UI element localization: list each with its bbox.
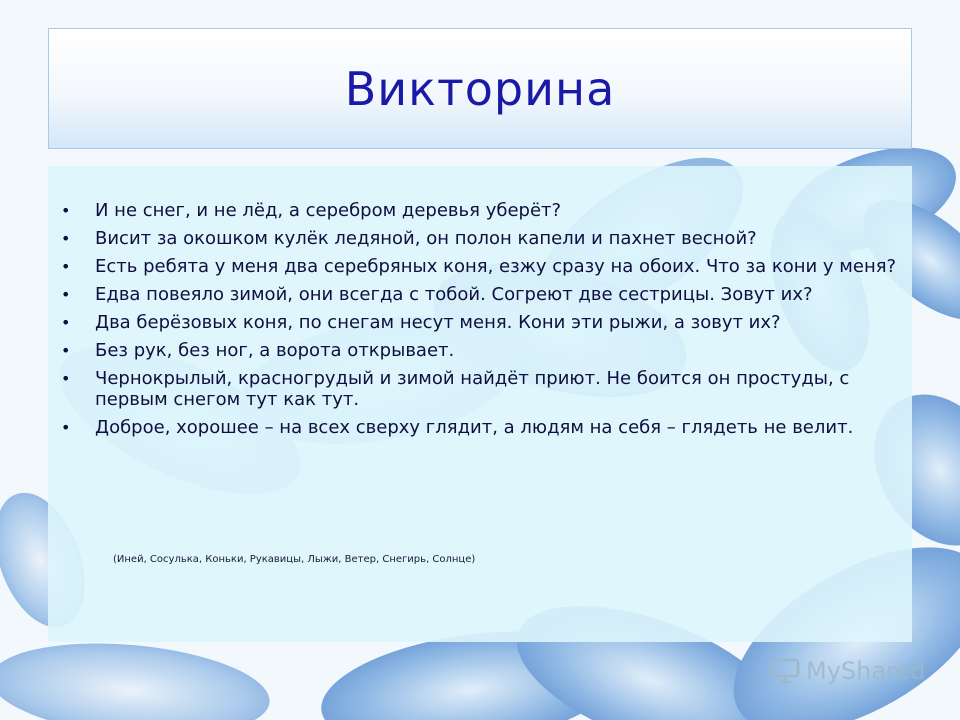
riddle-text: Доброе, хорошее – на всех сверху глядит, а людям на себя – глядеть не велит.	[95, 417, 854, 438]
riddle-text: И не снег, и не лёд, а серебром деревья уберёт?	[95, 200, 562, 221]
riddle-text: Едва повеяло зимой, они всегда с тобой. Согреют две сестрицы. Зовут их?	[95, 284, 813, 305]
bullet: •	[61, 201, 71, 220]
riddle-list	[48, 200, 912, 445]
bullet: •	[61, 369, 71, 388]
list-item	[48, 200, 912, 221]
watermark-text: MyShared	[806, 657, 926, 685]
title-box	[48, 28, 912, 149]
answers-text: (Иней, Сосулька, Коньки, Рукавицы, Лыжи, Ветер, Снегирь, Солнце)	[113, 554, 476, 565]
list-item	[48, 340, 912, 361]
content-box	[48, 166, 912, 642]
bullet: •	[61, 341, 71, 360]
list-item	[48, 228, 912, 249]
list-item	[48, 417, 912, 438]
list-item	[48, 312, 912, 333]
slide-title: Викторина	[344, 61, 616, 116]
list-item	[48, 284, 912, 305]
bullet: •	[61, 229, 71, 248]
bullet: •	[61, 257, 71, 276]
riddle-text: Есть ребята у меня два серебряных коня, езжу сразу на обоих. Что за кони у меня?	[95, 256, 897, 277]
riddle-text: Чернокрылый, красногрудый и зимой найдёт приют. Не боится он простуды, с первым снегом тут как тут.	[95, 368, 850, 410]
riddle-text: Два берёзовых коня, по снегам несут меня. Кони эти рыжи, а зовут их?	[95, 312, 781, 333]
bullet: •	[61, 418, 71, 437]
list-item	[48, 368, 912, 410]
riddle-text: Без рук, без ног, а ворота открывает.	[95, 340, 455, 361]
presentation-screen-icon	[770, 658, 800, 684]
watermark	[770, 657, 925, 685]
riddle-text: Висит за окошком кулёк ледяной, он полон капели и пахнет весной?	[95, 228, 757, 249]
list-item	[48, 256, 912, 277]
bullet: •	[61, 313, 71, 332]
bullet: •	[61, 285, 71, 304]
